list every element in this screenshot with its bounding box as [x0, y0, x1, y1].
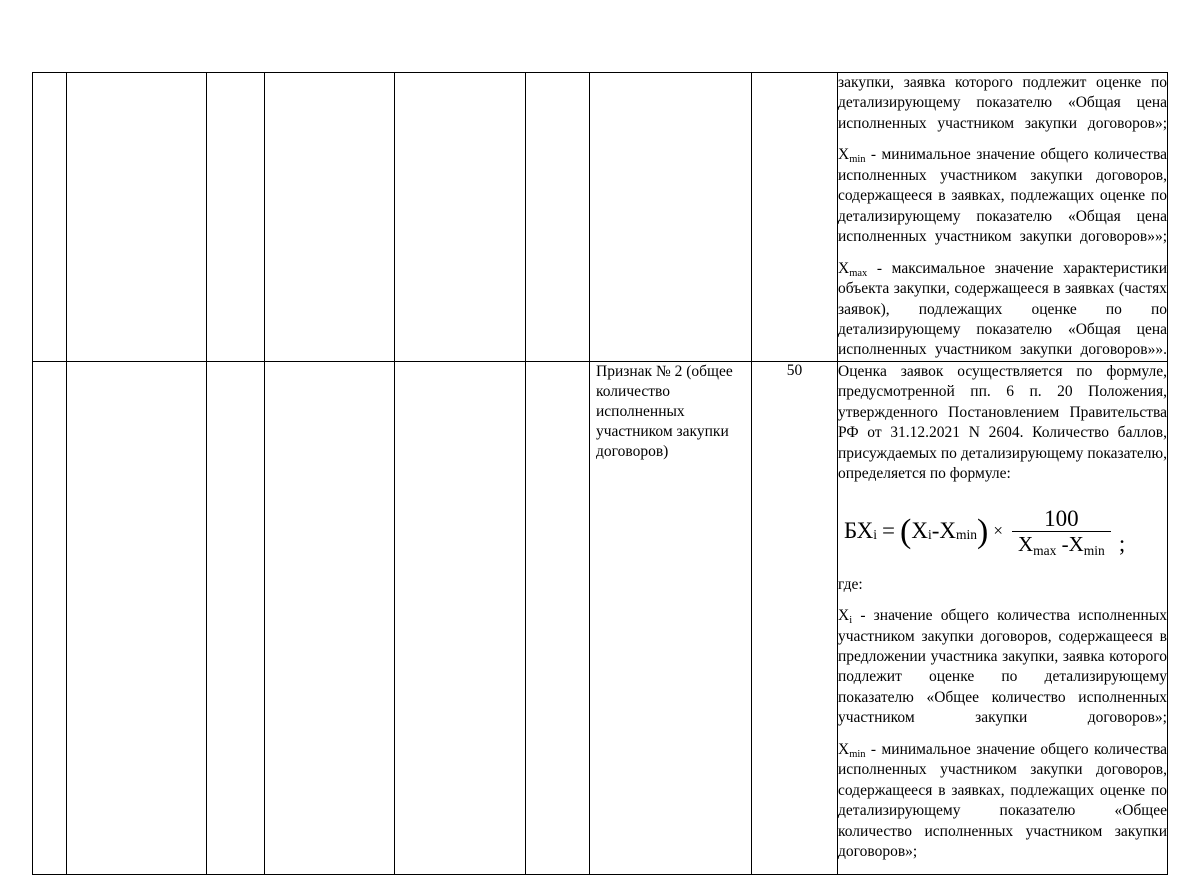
paragraph-xmin-definition	[838, 740, 1167, 863]
cell-col6	[526, 73, 590, 362]
xmin2-var: X	[838, 740, 850, 758]
formula-xmin: X	[939, 518, 957, 544]
paragraph-intro: Оценка заявок осуществляется по формуле, предусмотренной пп. 6 п. 20 Положения, утвержденного Постановлением Правительства РФ от 31.12.2021 N 2604. Количество баллов, присуждаемых по детализирующему показателю, определяется по формуле:	[838, 362, 1167, 483]
formula-lhs: БХ	[844, 518, 874, 544]
table-row	[33, 73, 1168, 362]
cell-col1	[33, 73, 67, 362]
cell-col5	[395, 73, 526, 362]
score-formula	[844, 505, 1126, 558]
den-xmin: X	[1068, 531, 1084, 556]
criteria-table	[32, 72, 1168, 875]
xmin-text: - минимальное значение общего количества исполненных участником закупки договоров, содержащееся в заявках, подлежащих оценке по детализирующему показателю «Общая цена исполненных участником закупки договоров»»;	[838, 146, 1167, 246]
cell-col4	[265, 73, 395, 362]
den-xmax: X	[1017, 531, 1034, 556]
cell-col3	[207, 73, 265, 362]
xi-subscript: i	[849, 615, 853, 627]
formula-denominator	[1012, 531, 1111, 558]
xmax-var: X	[838, 259, 850, 277]
paragraph-xmax	[838, 259, 1167, 361]
criterion-label: Признак № 2 (общее количество исполненных участником закупки договоров)	[596, 362, 733, 461]
formula-block	[838, 505, 1167, 558]
xmax-subscript: max	[849, 267, 868, 279]
cell-col6	[526, 361, 590, 874]
cell-col4	[265, 361, 395, 874]
cell-criterion-2	[590, 361, 752, 874]
den-minus: -	[1056, 531, 1069, 556]
formula-xmin-sub: min	[956, 526, 978, 542]
paragraph-closing-text: закупки, заявка которого подлежит оценке по детализирующему показателю «Общая цена исполненных участником закупки договоров»;	[838, 74, 1167, 132]
formula-open-paren: (	[900, 513, 912, 551]
den-xmin-sub: min	[1083, 542, 1105, 558]
cell-col2	[67, 361, 207, 874]
formula-numerator: 100	[1044, 505, 1079, 531]
paragraph-xi-definition	[838, 606, 1167, 729]
xi-text: - значение общего количества исполненных участником закупки договоров, содержащееся в предложении участника закупки, заявка которого подлежит оценке по детализирующему показателю «Общее количество исполненных участником закупки договоров»;	[838, 607, 1167, 727]
den-xmax-sub: max	[1033, 542, 1057, 558]
paragraph-xmin	[838, 145, 1167, 247]
formula-semicolon: ;	[1118, 530, 1126, 556]
cell-score-1	[752, 73, 838, 362]
cell-col1	[33, 361, 67, 874]
cell-description-2	[838, 361, 1168, 874]
formula-lhs-sub: i	[873, 526, 878, 542]
formula-times: ×	[993, 521, 1003, 541]
formula-close-paren: )	[977, 513, 989, 551]
xi-var: X	[838, 607, 850, 625]
table-row	[33, 361, 1168, 874]
xmin-subscript: min	[849, 154, 866, 166]
xmin2-text: - минимальное значение общего количества исполненных участником закупки договоров, содержащееся в заявках, подлежащих оценке по детализирующему показателю «Общее количество исполненных участником закупки договоров»;	[838, 740, 1167, 861]
cell-score-2: 50	[752, 361, 838, 874]
xmin2-subscript: min	[849, 748, 866, 760]
xmin-var: X	[838, 146, 850, 164]
formula-minus: -	[931, 518, 940, 544]
cell-col2	[67, 73, 207, 362]
cell-col5	[395, 361, 526, 874]
formula-fraction	[1012, 505, 1111, 558]
where-label: где:	[838, 575, 863, 593]
formula-xi: X	[911, 518, 928, 544]
formula-equals: =	[882, 518, 895, 544]
cell-criterion-1	[590, 73, 752, 362]
cell-col3	[207, 361, 265, 874]
cell-description-1	[838, 73, 1168, 362]
xmax-text: - максимальное значение характеристики объекта закупки, содержащееся в заявках (частях заявок), подлежащих оценке по по детализирующему показателю «Общая цена исполненных участником закупки договоров»».	[838, 259, 1167, 359]
formula-xi-sub: i	[927, 526, 932, 542]
